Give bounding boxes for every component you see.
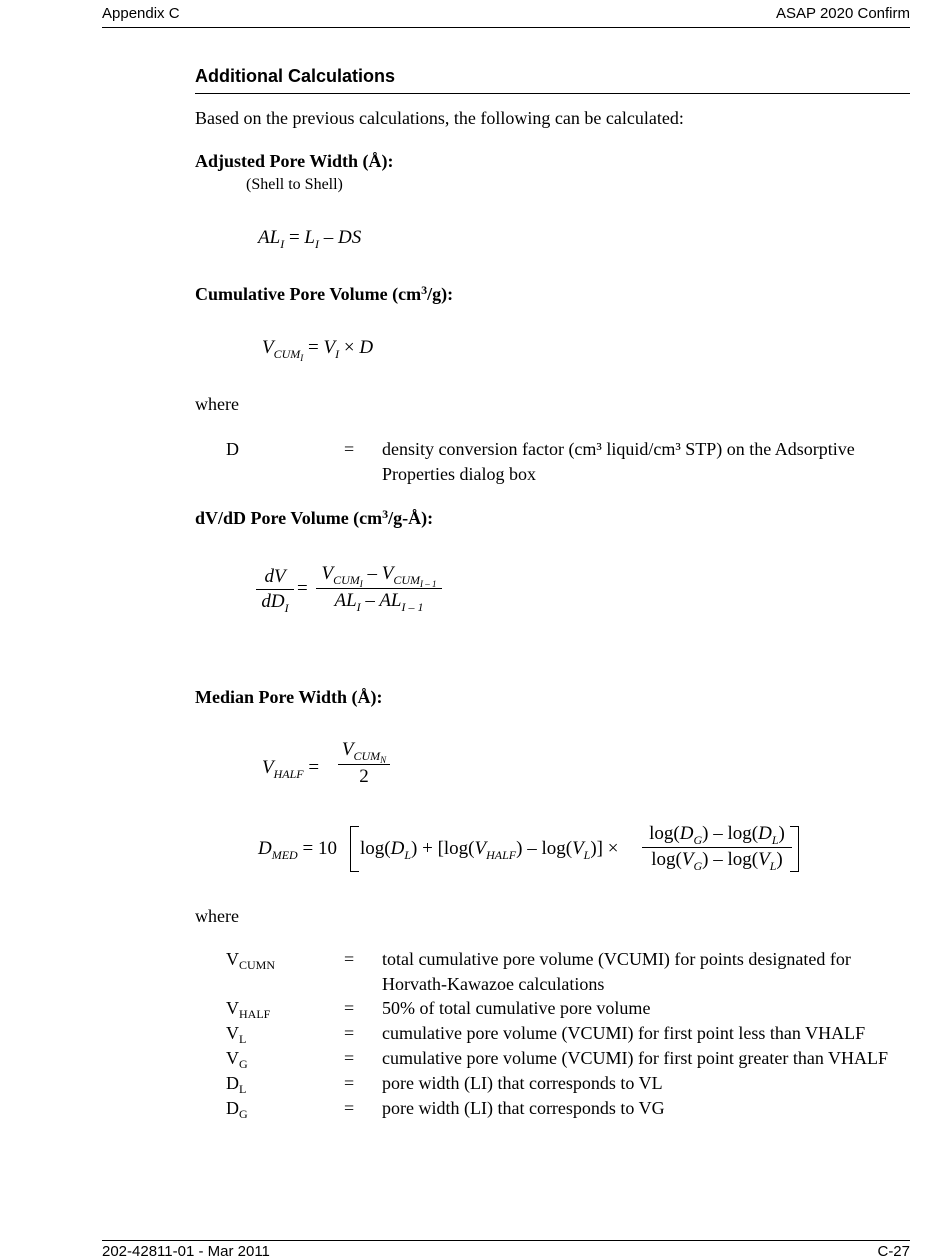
footer-rule (102, 1240, 910, 1241)
adjusted-pore-width-heading: Adjusted Pore Width (Å): (195, 151, 394, 171)
equation-dvdd-lhs: dV $dD_I$ (256, 566, 294, 614)
equation-dvdd-equals: = (297, 578, 308, 599)
def-text-vhalf: 50% of total cumulative pore volume (382, 998, 651, 1018)
def-equals: = (344, 439, 355, 459)
def-text-vg: cumulative pore volume (VCUMI) for first point greater than VHALF (382, 1048, 889, 1068)
def-text-vcumn: total cumulative pore volume (VCUMI) for points designated for Horvath-Kawazoe calculations (382, 949, 851, 994)
def-term-vg: $V_G$ (226, 1048, 248, 1071)
equation-dmed-lhs: $D_{MED} = 10$ (258, 838, 337, 862)
section-title: Additional Calculations (195, 66, 396, 86)
equation-vhalf-rhs: $V_{CUM_N}$ 2 (338, 739, 390, 788)
def-text-vl: cumulative pore volume (VCUMI) for first point less than VHALF (382, 1023, 866, 1043)
footer-page-number: C-27 (877, 1243, 910, 1260)
def-equals: = (344, 1048, 355, 1068)
equation-cumulative-volume: $V_{CUM_I} = V_I \times D$ (262, 337, 374, 363)
equation-dmed-body: $\log(D_L) + [\log(V_{HALF}) - \log(V_L)]$ × (360, 838, 619, 862)
def-text-dg: pore width (LI) that corresponds to VG (382, 1098, 665, 1118)
cumulative-pore-volume-heading: Cumulative Pore Volume $(cm^3/g)$: (195, 283, 454, 304)
def-equals: = (344, 949, 355, 969)
running-header-left: Appendix C (102, 5, 180, 22)
footer-doc-number: 202-42811-01 - Mar 2011 (102, 1243, 270, 1260)
median-pore-width-heading: Median Pore Width (Å): (195, 687, 383, 707)
equation-vhalf-lhs: $V_{HALF}$ = (262, 757, 320, 781)
equation-adjusted-width: $AL_I = L_I$ – DS (258, 227, 362, 251)
dvdd-pore-volume-heading: dV/dD Pore Volume $(cm^3/g-Å)$: (195, 507, 434, 528)
right-bracket (790, 826, 799, 872)
header-rule (102, 27, 910, 28)
equation-dmed-fraction: $\log(D_G) - \log(D_L)$ $\log(V_G) - \log(V_L)$ (642, 823, 792, 872)
def-equals: = (344, 1098, 355, 1118)
where-label-2: where (195, 906, 239, 926)
def-text-dl: pore width (LI) that corresponds to VL (382, 1073, 663, 1093)
intro-paragraph: Based on the previous calculations, the following can be calculated: (195, 108, 684, 128)
def-equals: = (344, 998, 355, 1018)
def-term-vcumn: $V_{CUMN}$ (226, 949, 276, 972)
equation-dvdd-rhs: $V_{CUM_I} - V_{CUM_{I - 1}}$ $AL_I - AL_{I - 1}$ (316, 563, 442, 613)
section-rule (195, 93, 910, 94)
def-term-d: D (226, 439, 239, 459)
def-equals: = (344, 1073, 355, 1093)
where-label-1: where (195, 394, 239, 414)
def-term-vl: $V_L$ (226, 1023, 247, 1046)
def-term-dg: $D_G$ (226, 1098, 248, 1121)
left-bracket (350, 826, 359, 872)
def-term-dl: $D_L$ (226, 1073, 247, 1096)
def-text-density: density conversion factor (cm³ liquid/cm³ STP) on the Adsorptive Properties dialog box (382, 439, 855, 484)
def-term-vhalf: $V_{HALF}$ (226, 998, 271, 1021)
running-header-right: ASAP 2020 Confirm (776, 5, 910, 22)
def-equals: = (344, 1023, 355, 1043)
adjusted-pore-width-note: (Shell to Shell) (246, 176, 343, 193)
